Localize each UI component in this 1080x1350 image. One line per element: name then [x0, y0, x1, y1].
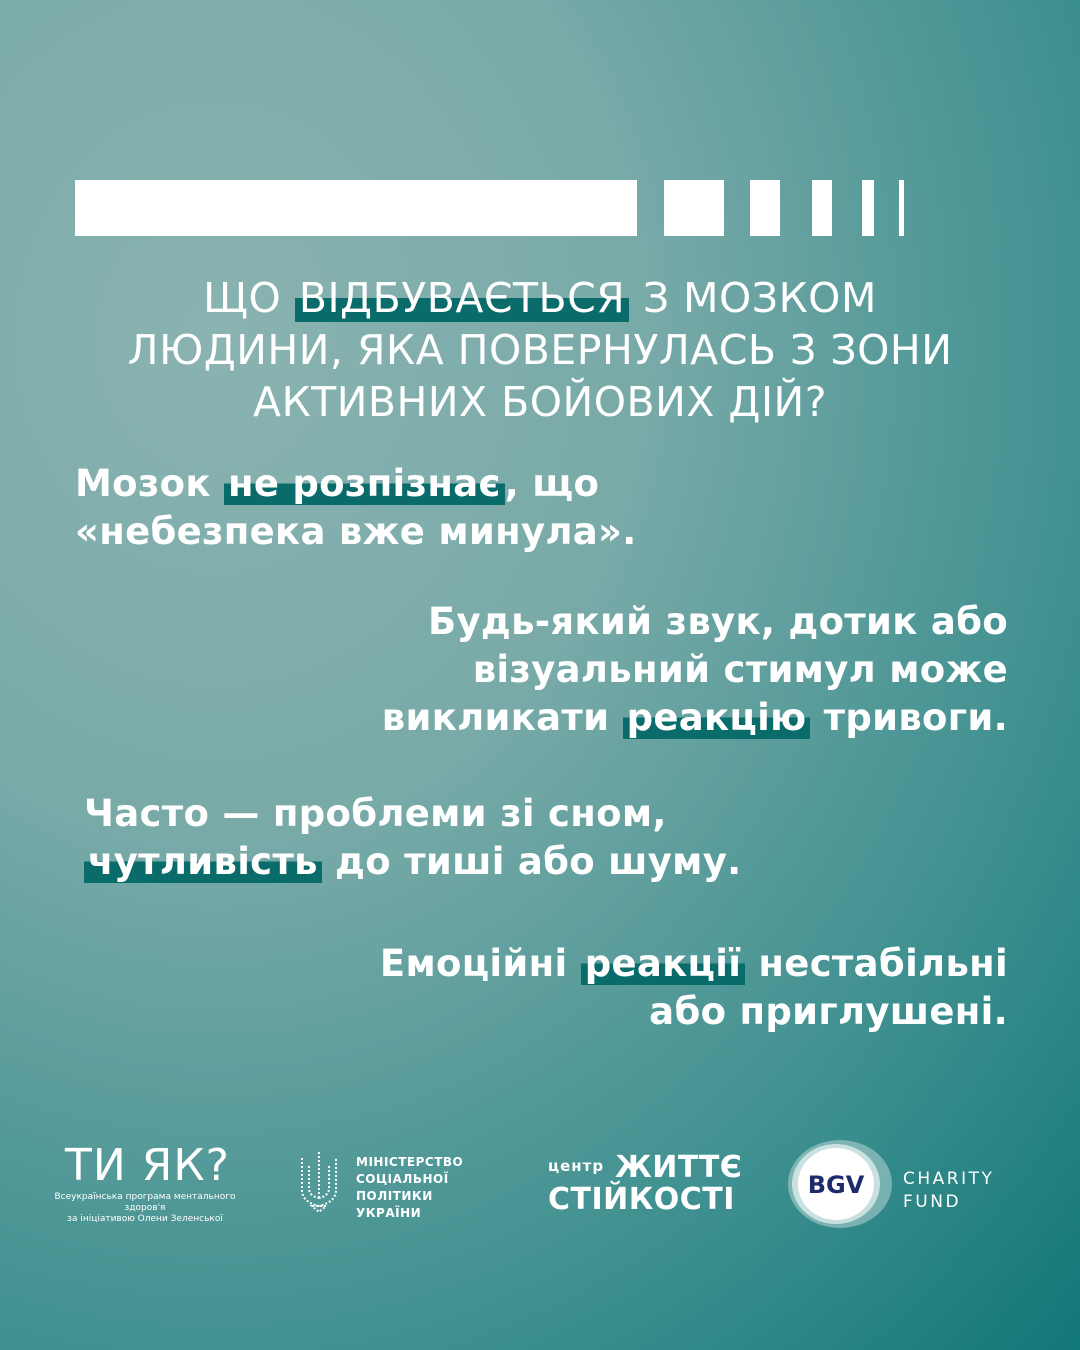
ministry-name: МІНІСТЕРСТВО СОЦІАЛЬНОЇ ПОЛІТИКИ УКРАЇНИ — [356, 1155, 464, 1220]
trident-icon — [298, 1148, 340, 1214]
bar-medium — [664, 180, 724, 236]
highlight-chutlyvist: чутливість — [84, 840, 322, 883]
centr-word-1: ЖИТТЄ — [615, 1150, 743, 1185]
bar-small-2 — [812, 180, 832, 236]
paragraph-2: Будь-який звук, дотик або візуальний стимул може викликати реакцію тривоги. — [381, 600, 1008, 739]
bar-small-1 — [750, 180, 780, 236]
centr-word-2: СТІЙКОСТІ — [548, 1182, 735, 1217]
paragraph-4: Емоційні реакції нестабільні або приглушені. — [379, 942, 1008, 1033]
paragraph-1: Мозок не розпізнає , що «небезпека вже минула». — [75, 462, 637, 553]
logo-bgv-charity-fund — [784, 1136, 1004, 1232]
bgv-badge-icon — [784, 1136, 894, 1232]
logo-ti-yak — [45, 1140, 245, 1225]
highlight-reaktsiyu: реакцію — [623, 696, 811, 739]
title-line-3: АКТИВНИХ БОЙОВИХ ДІЙ? — [253, 378, 827, 426]
bar-small-4 — [899, 180, 904, 236]
title-highlight: ВІДБУВАЄТЬСЯ — [295, 274, 629, 322]
partner-logos — [0, 1130, 1080, 1240]
ti-yak-title: ТИ ЯК? — [65, 1140, 230, 1191]
bar-long — [75, 180, 637, 236]
highlight-ne-rozpiznaie: не розпізнає — [224, 462, 505, 505]
bgv-caption: CHARITY FUND — [903, 1169, 995, 1212]
centr-label: центр — [548, 1157, 605, 1175]
bar-small-3 — [862, 180, 874, 236]
paragraph-3: Часто — проблеми зі сном, чутливість до тиші або шуму. — [84, 792, 742, 883]
decorative-bars — [75, 180, 905, 236]
title-line-1: ЩО ВІДБУВАЄТЬСЯ З МОЗКОМ — [203, 274, 877, 322]
page-title — [40, 272, 1040, 428]
ti-yak-subtitle: Всеукраїнська програма ментального здоров'я за ініціативою Олени Зеленської — [54, 1192, 236, 1224]
highlight-reaktsii: реакції — [581, 942, 746, 985]
logo-centr-zhyttestiykosti — [548, 1150, 748, 1216]
logo-ministry — [298, 1148, 528, 1218]
title-line-2: ЛЮДИНИ, ЯКА ПОВЕРНУЛАСЬ З ЗОНИ — [127, 326, 953, 374]
bgv-badge-text: BGV — [807, 1171, 865, 1199]
